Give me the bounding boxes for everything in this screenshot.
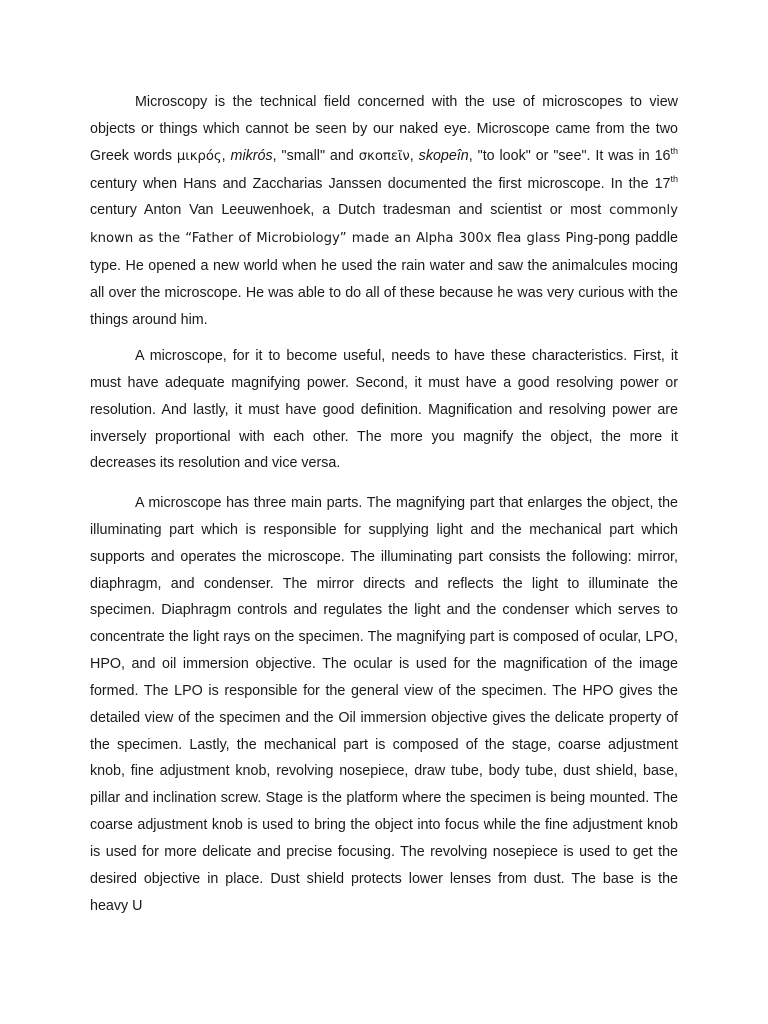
text-segment: , "to look" or "see". It was in 16 (468, 147, 671, 164)
ordinal-superscript: th (670, 145, 678, 156)
text-segment-alt-font: commonly known as the “Father of Microbiology” made an Alpha 300x flea glass Ping- (90, 203, 678, 247)
greek-word-mikros: μικρός (176, 148, 222, 164)
text-segment: pong paddle type. He opened a new world when he used the rain water and saw the animalcules mocing all over the microscope. He was able to do all of these because he was very curious with the things around him. (90, 230, 678, 328)
text-segment: century when Hans and Zaccharias Janssen documented the first microscope. In the 17 (90, 175, 671, 192)
greek-word-skopein: σκοπεῖν (358, 148, 410, 164)
text-segment: century Anton Van Leeuwenhoek, a Dutch tradesman and scientist or most (90, 202, 610, 219)
ordinal-superscript: th (670, 173, 678, 184)
text-segment: Microscopy is the technical field concerned with the use of microscopes to view objects or things which cannot be seen by our naked eye. Microscope came from the two Greek words (90, 94, 678, 164)
text-segment: , (409, 147, 419, 164)
paragraph-history (90, 89, 678, 334)
text-segment: , (221, 147, 231, 164)
text-segment: , "small" and (272, 147, 359, 164)
transliteration-mikros: mikrós (230, 147, 273, 164)
transliteration-skopein: skopeîn (418, 147, 469, 164)
paragraph-characteristics: A microscope, for it to become useful, needs to have these characteristics. First, it must have adequate magnifying power. Second, it must have a good resolving power or resolution. And lastly, it must have good definition. Magnification and resolving power are inversely proportional with each other. The more you magnify the object, the more it decreases its resolution and vice versa. (90, 348, 678, 472)
paragraph-parts: A microscope has three main parts. The magnifying part that enlarges the object, the illuminating part which is responsible for supplying light and the mechanical part which supports and operates the microscope. The illuminating part consists the following: mirror, diaphragm, and condenser. The mirror directs and reflects the light to illuminate the specimen. Diaphragm controls and regulates the light and the condenser which serves to concentrate the light rays on the specimen. The magnifying part is composed of ocular, LPO, HPO, and oil immersion objective. The ocular is used for the magnification of the image formed. The LPO is responsible for the general view of the specimen. The HPO gives the detailed view of the specimen and the Oil immersion objective gives the delicate property of the specimen. Lastly, the mechanical part is composed of the stage, coarse adjustment knob, fine adjustment knob, revolving nosepiece, draw tube, body tube, dust shield, base, pillar and inclination screw. Stage is the platform where the specimen is being mounted. The coarse adjustment knob is used to bring the object into focus while the fine adjustment knob is used for more delicate and precise focusing. The revolving nosepiece is used to get the desired objective in place. Dust shield protects lower lenses from dust. The base is the heavy U (90, 495, 678, 914)
